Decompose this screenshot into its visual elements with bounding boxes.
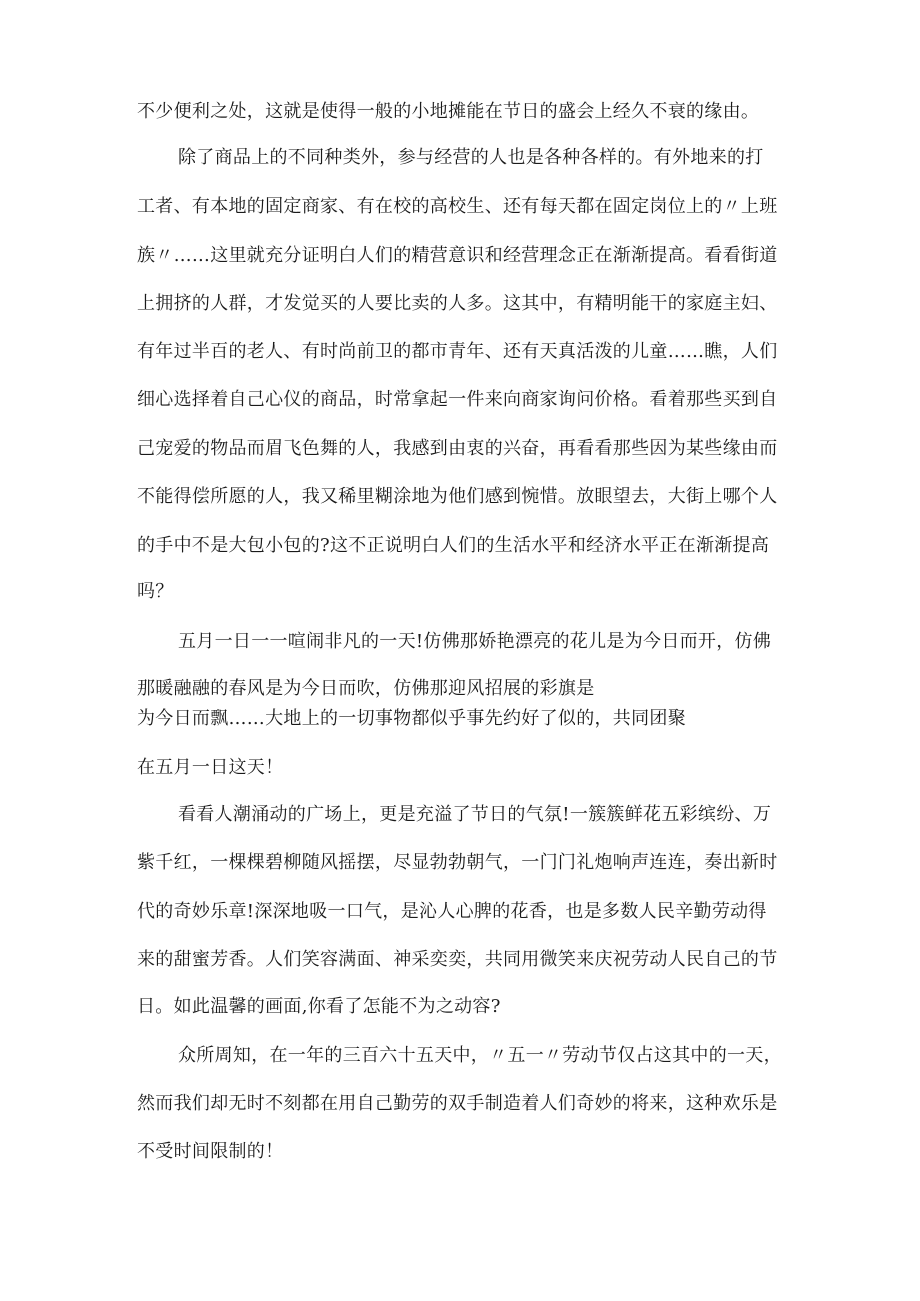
text-line-1: 不少便利之处，这就是使得一般的小地摊能在节日的盛会上经久不衰的缘由。 — [137, 101, 760, 122]
text-line-4: 族〃……这里就充分证明白人们的精营意识和经营理念正在渐渐提高。看看街道 — [137, 245, 778, 266]
text-line-5: 上拥挤的人群，才发觉买的人要比卖的人多。这其中，有精明能干的家庭主妇、 — [137, 293, 778, 314]
text-line-22: 然而我们却无时不刻都在用自己勤劳的双手制造着人们奇妙的将来，这种欢乐是 — [137, 1093, 778, 1114]
text-line-17: 紫千红，一棵棵碧柳随风摇摆，尽显勃勃朝气，一门门礼炮响声连连，奏出新时 — [137, 852, 778, 873]
text-line-14: 为今日而飘……大地上的一切事物都似乎事先约好了似的，共同团聚 — [137, 708, 686, 729]
text-line-3: 工者、有本地的固定商家、有在校的高校生、还有每天都在固定岗位上的〃上班 — [137, 196, 778, 217]
text-line-18: 代的奇妙乐章!深深地吸一口气，是沁人心脾的花香，也是多数人民辛勤劳动得 — [137, 901, 767, 922]
text-line-15: 在五月一日这天！ — [137, 757, 284, 778]
text-line-6: 有年过半百的老人、有时尚前卫的都市青年、还有天真活泼的儿童……瞧，人们 — [137, 341, 778, 362]
text-line-23: 不受时间限制的！ — [137, 1141, 284, 1162]
text-line-9: 不能得偿所愿的人，我又稀里糊涂地为他们感到惋惜。放眼望去，大街上哪个人 — [137, 486, 778, 507]
text-line-12: 五月一日一一喧闹非凡的一天!仿佛那娇艳漂亮的花儿是为今日而开，仿佛 — [178, 631, 772, 652]
text-line-7: 细心选择着自己心仪的商品，时常拿起一件来向商家询问价格。看着那些买到自 — [137, 389, 778, 410]
text-line-21: 众所周知，在一年的三百六十五天中，〃五一〃劳动节仅占这其中的一天， — [178, 1045, 782, 1066]
text-line-13: 那暖融融的春风是为今日而吹，仿佛那迎风招展的彩旗是 — [137, 678, 595, 699]
text-line-2: 除了商品上的不同种类外，参与经营的人也是各种各样的。有外地来的打 — [178, 147, 764, 168]
text-line-8: 己宠爱的物品而眉飞色舞的人，我感到由衷的兴奋，再看看那些因为某些缘由而 — [137, 438, 778, 459]
text-line-19: 来的甜蜜芳香。人们笑容满面、神采奕奕，共同用微笑来庆祝劳动人民自己的节 — [137, 949, 778, 970]
text-line-10: 的手中不是大包小包的?这不正说明白人们的生活水平和经济水平正在渐渐提高 — [137, 535, 770, 556]
text-line-16: 看看人潮涌动的广场上，更是充溢了节日的气氛!一簇簇鲜花五彩缤纷、万 — [178, 804, 772, 825]
text-line-11: 吗？ — [137, 581, 174, 602]
text-line-20: 日。如此温馨的画面,你看了怎能不为之动容? — [137, 996, 501, 1017]
